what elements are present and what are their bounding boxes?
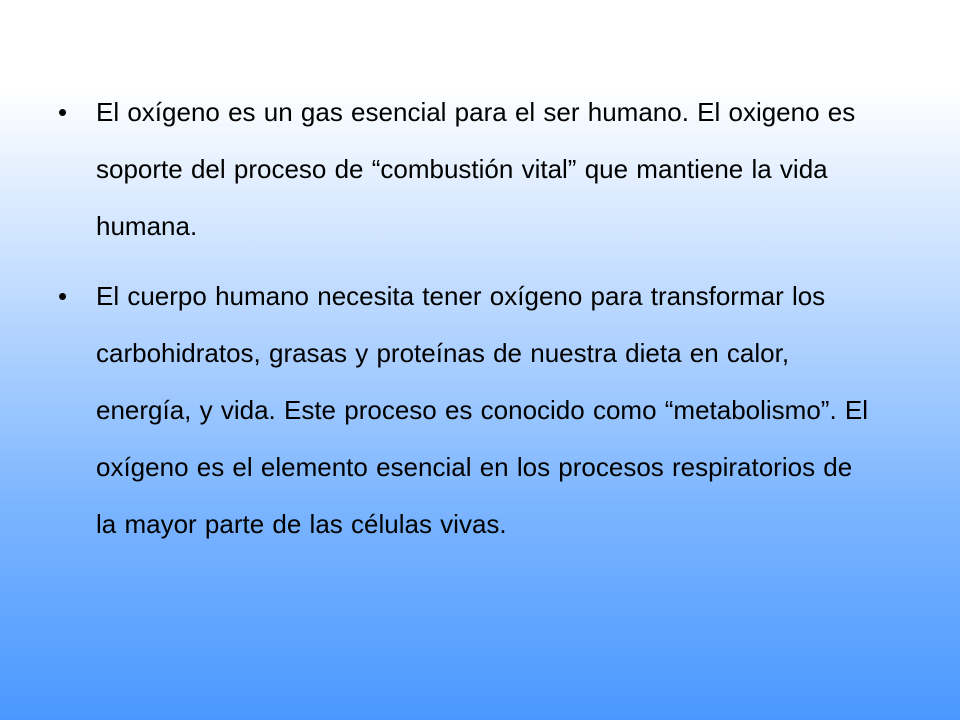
bullet-text-oxygen-essential: El oxígeno es un gas esencial para el ser humano. El oxigeno es soporte del proceso de “combustión vital” que mantiene la vida humana. bbox=[96, 97, 856, 241]
bullet-list bbox=[58, 84, 878, 566]
bullet-marker: • bbox=[58, 97, 68, 127]
bullet-marker: • bbox=[58, 281, 68, 311]
bullet-item bbox=[58, 268, 878, 553]
bullet-text-metabolism: El cuerpo humano necesita tener oxígeno para transformar los carbohidratos, grasas y proteínas de nuestra dieta en calor, energía, y vida. Este proceso es conocido como “metabolismo”. El oxígeno es el elemento esencial en los procesos respiratorios de la mayor parte de las células vivas. bbox=[96, 281, 869, 539]
bullet-item bbox=[58, 84, 878, 255]
